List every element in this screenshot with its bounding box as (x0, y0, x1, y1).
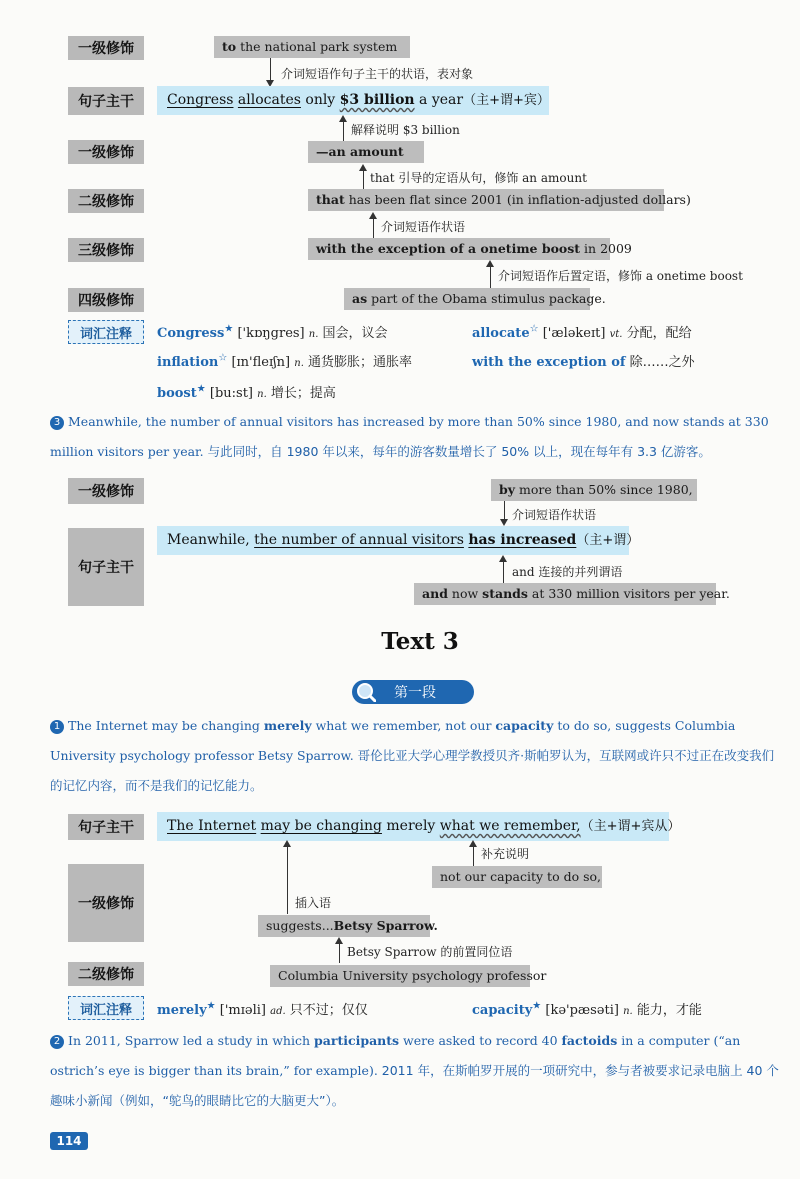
vocab-entry (472, 999, 702, 1018)
modifier-keyword: to (222, 39, 237, 54)
text: were asked to record 40 (399, 1033, 562, 1048)
annotation: 介词短语作句子主干的状语，表对象 (281, 67, 474, 81)
text: what we remember, not our (311, 718, 496, 733)
vocab-word: with the exception of (472, 355, 626, 370)
modifier-keyword: by (499, 482, 516, 497)
star-icon: ★ (196, 383, 206, 395)
adverb: Meanwhile, (167, 532, 255, 548)
vocab-label: 词汇注释 (68, 320, 144, 344)
modifier-keyword: stands (482, 586, 528, 601)
modifier-box (308, 189, 691, 211)
text: in a computer (“an ostrich’s eye is bigger than its brain,” for example). (50, 1033, 741, 1078)
arrow-down-icon (500, 519, 508, 526)
vocab-entry (157, 322, 388, 341)
tail: a year (414, 92, 464, 108)
annotation: 补充说明 (481, 847, 530, 861)
star-icon: ☆ (529, 323, 539, 335)
arrow-up-icon (335, 937, 343, 944)
star-icon: ★ (206, 1000, 216, 1012)
definition: 通货膨胀；通胀率 (308, 355, 413, 370)
adverb: only (300, 92, 340, 108)
english-sentence: Meanwhile, the number of annual visitors has increased by more than 50% since 1980, and now stands at 330 million visitors per year. (50, 414, 769, 459)
paragraph (50, 407, 780, 467)
verb: may be changing (260, 818, 382, 834)
part-of-speech: vt. (609, 329, 623, 340)
phonetic: [bu:st] (209, 386, 253, 401)
main-clause (157, 86, 549, 115)
paragraph (50, 1026, 780, 1116)
part-of-speech: n. (623, 1006, 633, 1017)
phonetic: ['kɒŋgres] (237, 326, 305, 341)
star-icon: ★ (532, 1000, 542, 1012)
modifier-box: not our capacity to do so, (432, 866, 602, 888)
annotation: 介词短语作状语 (381, 220, 466, 234)
arrow-up-icon (469, 840, 477, 847)
level-label: 一级修饰 (68, 36, 144, 60)
modifier-text: has been flat since 2001 (in inflation-adjusted dollars) (344, 192, 691, 207)
phonetic: ['mɪəli] (219, 1003, 266, 1018)
phonetic: [ɪn'fleɪʃn] (231, 355, 291, 370)
keyword: factoids (561, 1033, 618, 1048)
modifier-text: more than 50% since 1980, (515, 482, 693, 497)
annotation: 插入语 (295, 896, 332, 910)
level-label: 一级修饰 (68, 864, 144, 942)
structure-note: （主+谓+宾从） (580, 819, 681, 834)
modifier-box (491, 479, 697, 501)
object-clause: what we remember, (439, 818, 581, 834)
paragraph-number-icon: 2 (50, 1035, 64, 1049)
vocab-word: inflation (157, 355, 219, 370)
level-label: 句子主干 (68, 814, 144, 840)
connector-line (287, 846, 288, 914)
vocab-label: 词汇注释 (68, 996, 144, 1020)
arrow-up-icon (369, 212, 377, 219)
text: In 2011, Sparrow led a study in which (68, 1033, 315, 1048)
object: $3 billion (339, 92, 415, 108)
connector-line (490, 266, 491, 288)
structure-note: （主+谓+宾） (463, 93, 550, 108)
level-label: 二级修饰 (68, 962, 144, 986)
paragraph (50, 711, 780, 801)
modifier-box: Columbia University psychology professor (270, 965, 530, 987)
badge-label: 第一段 (394, 685, 436, 701)
paragraph-number-icon: 3 (50, 416, 64, 430)
level-label: 二级修饰 (68, 189, 144, 213)
vocab-entry (472, 322, 692, 341)
text: The Internet may be changing (68, 718, 264, 733)
star-icon: ☆ (218, 352, 228, 364)
annotation: Betsy Sparrow 的前置同位语 (347, 945, 513, 959)
adverb: merely (381, 818, 440, 834)
definition: 增长；提高 (270, 386, 336, 401)
arrow-up-icon (339, 115, 347, 122)
subject: Congress (167, 92, 234, 108)
annotation: and 连接的并列谓语 (512, 565, 623, 579)
annotation: that 引导的定语从句，修饰 an amount (370, 171, 587, 185)
annotation: 介词短语作后置定语，修饰 a onetime boost (498, 269, 743, 283)
part-of-speech: n. (294, 358, 304, 369)
connector-line (473, 846, 474, 866)
part-of-speech: n. (308, 329, 319, 340)
level-label: 句子主干 (68, 528, 144, 606)
keyword: participants (314, 1033, 400, 1048)
subject: the number of annual visitors (254, 532, 464, 548)
subject: The Internet (167, 818, 257, 834)
level-label: 三级修饰 (68, 238, 144, 262)
main-clause (157, 526, 640, 555)
modifier-text: in 2009 (580, 241, 632, 256)
definition: 只不过；仅仅 (289, 1003, 368, 1018)
paragraph-badge (352, 680, 474, 704)
arrow-up-icon (359, 164, 367, 171)
level-label: 一级修饰 (68, 140, 144, 164)
text: to do so, suggests Columbia University psychology professor Betsy Sparrow. (50, 718, 736, 763)
vocab-entry (472, 351, 695, 370)
part-of-speech: ad. (270, 1006, 286, 1017)
chinese-translation: 哥伦比亚大学心理学教授贝齐·斯帕罗认为，互联网或许只不过正在改变我们的记忆内容，而不是我们的记忆能力。 (50, 748, 775, 793)
main-clause (157, 812, 681, 841)
verb: has increased (468, 532, 577, 548)
section-title: Text 3 (381, 628, 459, 655)
level-label: 句子主干 (68, 87, 144, 115)
keyword: capacity (495, 718, 554, 733)
connector-line (339, 943, 340, 963)
modifier-box (308, 238, 632, 260)
modifier-box: —an amount (308, 141, 424, 163)
modifier-keyword: as (352, 291, 368, 306)
arrow-up-icon (283, 840, 291, 847)
vocab-word: boost (157, 386, 197, 401)
paragraph-number-icon: 1 (50, 720, 64, 734)
modifier-text: part of the Obama stimulus package. (367, 291, 606, 306)
modifier-keyword: and (422, 586, 448, 601)
modifier-text: the national park system (236, 39, 398, 54)
chinese-translation: 与此同时，自 1980 年以来，每年的游客数量增长了 50% 以上，现在每年有 3.3 亿游客。 (207, 444, 711, 459)
modifier-text: at 330 million visitors per year. (527, 586, 730, 601)
modifier-box (258, 915, 438, 937)
connector-line (504, 501, 505, 521)
part-of-speech: n. (257, 389, 267, 400)
keyword: merely (263, 718, 312, 733)
definition: 能力，才能 (636, 1003, 702, 1018)
modifier-box (344, 288, 606, 310)
modifier-keyword: Betsy Sparrow. (333, 918, 438, 933)
phonetic: [kə'pæsəti] (545, 1003, 619, 1018)
connector-line (503, 561, 504, 583)
vocab-entry (157, 351, 412, 370)
phonetic: ['æləkeɪt] (542, 326, 606, 341)
vocab-word: merely (157, 1003, 207, 1018)
star-icon: ★ (224, 323, 234, 335)
modifier-box (214, 36, 410, 58)
definition: 分配，配给 (626, 326, 692, 341)
chinese-translation: 2011 年，在斯帕罗开展的一项研究中，参与者被要求记录电脑上 40 个趣味小新闻（例如，“鸵鸟的眼睛比它的大脑更大”）。 (50, 1063, 779, 1108)
arrow-up-icon (499, 555, 507, 562)
definition: 除……之外 (629, 355, 695, 370)
annotation: 介词短语作状语 (512, 508, 597, 522)
vocab-word: capacity (472, 1003, 533, 1018)
vocab-word: allocate (472, 326, 530, 341)
annotation: 解释说明 $3 billion (351, 123, 460, 137)
page-number: 114 (50, 1132, 88, 1150)
verb: allocates (237, 92, 301, 108)
level-label: 一级修饰 (68, 478, 144, 504)
vocab-entry (157, 382, 336, 401)
modifier-box (414, 583, 730, 605)
level-label: 四级修饰 (68, 288, 144, 312)
arrow-up-icon (486, 260, 494, 267)
modifier-text: suggests... (266, 918, 334, 933)
modifier-text: now (447, 586, 483, 601)
vocab-entry (157, 999, 368, 1018)
search-icon (356, 682, 376, 702)
vocab-word: Congress (157, 326, 225, 341)
definition: 国会，议会 (322, 326, 388, 341)
structure-note: （主+谓） (576, 533, 640, 548)
modifier-keyword: that (316, 192, 345, 207)
modifier-keyword: with the exception of a onetime boost (316, 241, 581, 256)
connector-line (373, 218, 374, 238)
